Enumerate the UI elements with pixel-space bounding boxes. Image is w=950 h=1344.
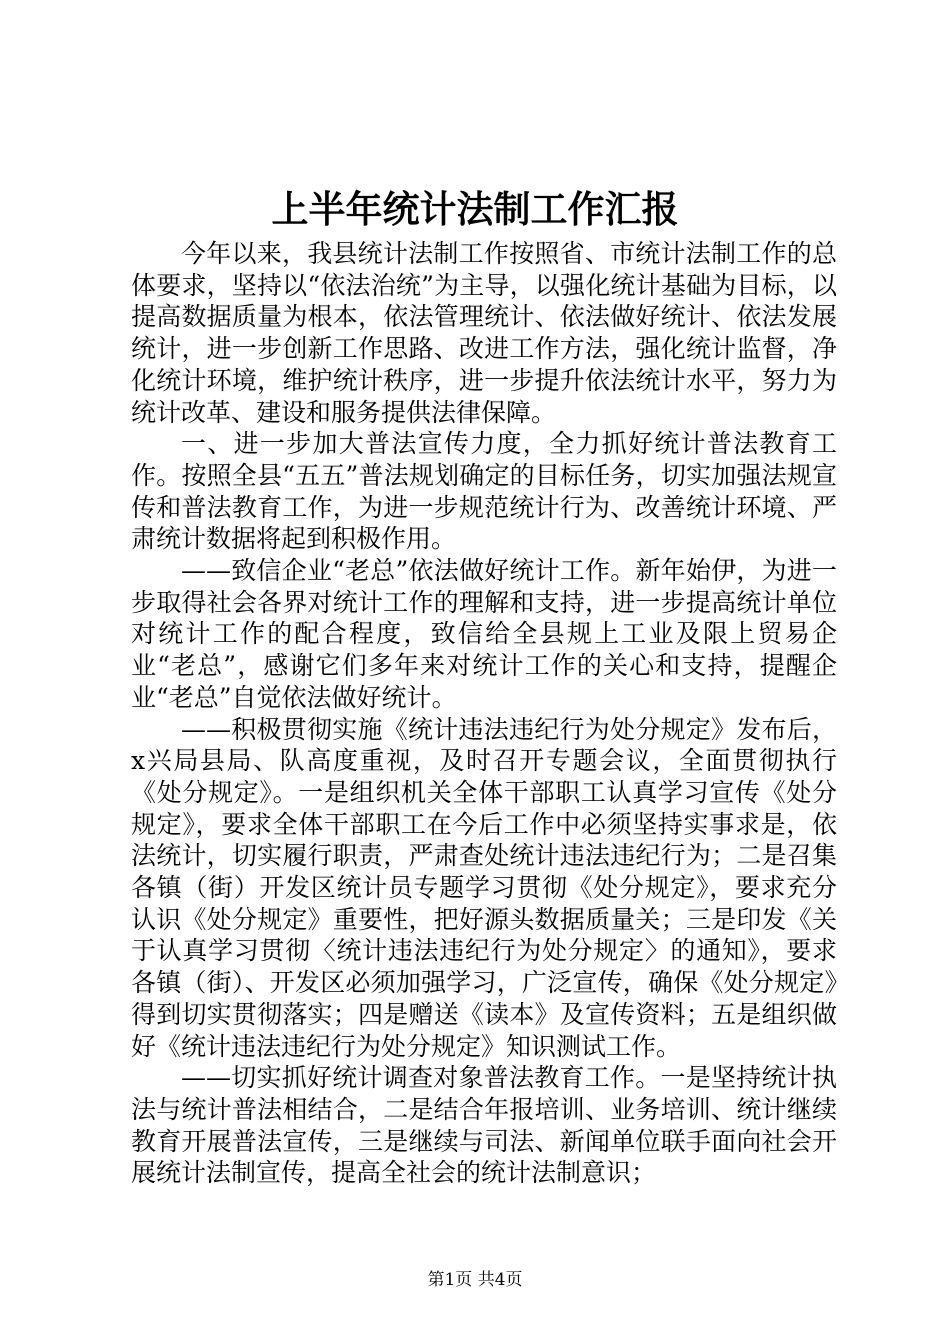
document-body bbox=[131, 238, 837, 1189]
paragraph-letter-to-managers: ——致信企业“老总”依法做好统计工作。新年始伊，为进一步取得社会各界对统计工作的理解和支持，进一步提高统计单位对统计工作的配合程度，致信给全县规上工业及限上贸易企业“老总”，感谢它们多年来对统计工作的关心和支持，提醒企业“老总”自觉依法做好统计。 bbox=[131, 556, 837, 712]
page-number-footer: 第1页 共4页 bbox=[427, 1270, 523, 1290]
paragraph-survey-education: ——切实抓好统计调查对象普法教育工作。一是坚持统计执法与统计普法相结合，二是结合年报培训、业务培训、统计继续教育开展普法宣传，三是继续与司法、新闻单位联手面向社会开展统计法制宣传，提高全社会的统计法制意识； bbox=[131, 1063, 837, 1188]
document-title: 上半年统计法制工作汇报 bbox=[271, 187, 679, 231]
paragraph-section-one: 一、进一步加大普法宣传力度，全力抓好统计普法教育工作。按照全县“五五”普法规划确定的目标任务，切实加强法规宣传和普法教育工作，为进一步规范统计行为、改善统计环境、严肃统计数据将起到积极作用。 bbox=[131, 429, 837, 554]
paragraph-intro: 今年以来，我县统计法制工作按照省、市统计法制工作的总体要求，坚持以“依法治统”为主导，以强化统计基础为目标，以提高数据质量为根本，依法管理统计、依法做好统计、依法发展统计，进一步创新工作思路、改进工作方法，强化统计监督，净化统计环境，维护统计秩序，进一步提升依法统计水平，努力为统计改革、建设和服务提供法律保障。 bbox=[131, 239, 837, 427]
paragraph-disciplinary-rules: ——积极贯彻实施《统计违法违纪行为处分规定》发布后，x兴局县局、队高度重视，及时召开专题会议，全面贯彻执行《处分规定》。一是组织机关全体干部职工认真学习宣传《处分规定》，要求全体干部职工在今后工作中必须坚持实事求是，依法统计，切实履行职责，严肃查处统计违法违纪行为；二是召集各镇（街）开发区统计员专题学习贯彻《处分规定》，要求充分认识《处分规定》重要性，把好源头数据质量关；三是印发《关于认真学习贯彻〈统计违法违纪行为处分规定〉的通知》，要求各镇（街）、开发区必须加强学习，广泛宣传，确保《处分规定》得到切实贯彻落实；四是赠送《读本》及宣传资料；五是组织做好《统计违法违纪行为处分规定》知识测试工作。 bbox=[131, 714, 837, 1061]
